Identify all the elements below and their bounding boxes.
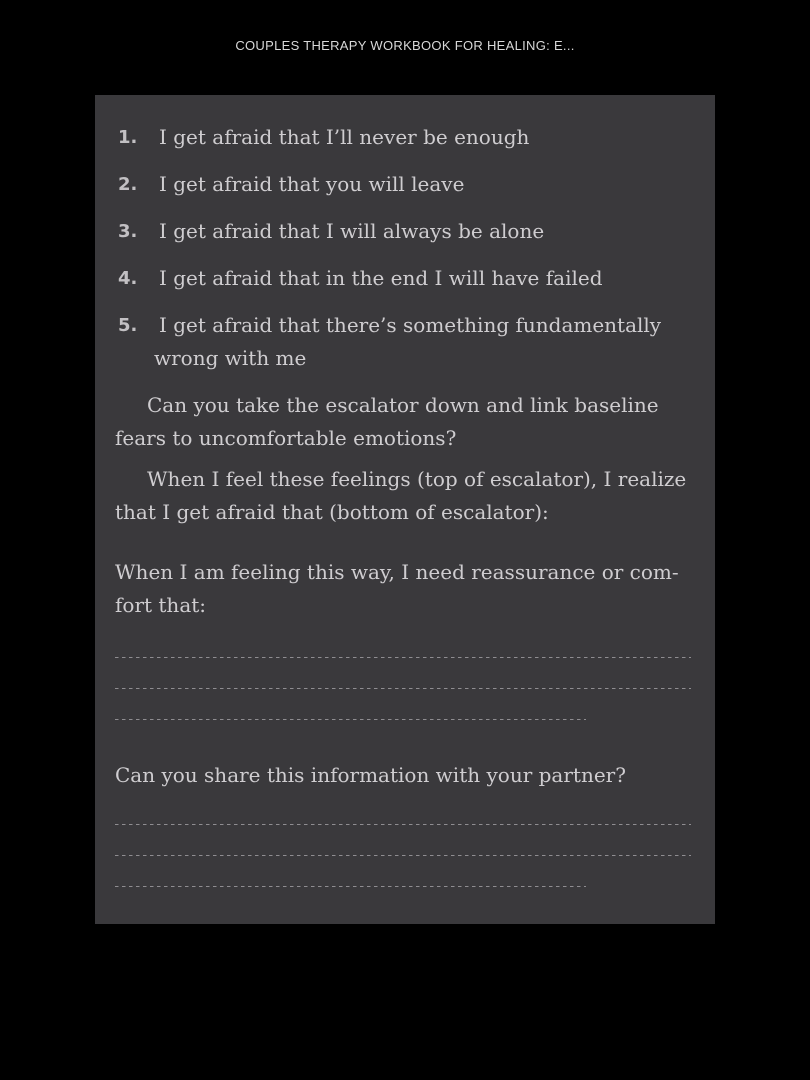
list-text: I get afraid that I will always be alone (159, 219, 545, 243)
list-text-continuation: wrong with me (154, 346, 307, 370)
answer-line (115, 868, 586, 899)
answer-line (115, 639, 691, 670)
answer-lines-share (115, 806, 695, 899)
prompt-reassurance: When I am feeling this way, I need reassurance or com-fort that: (115, 560, 679, 617)
list-text-line: I get afraid that there’s something fundamentally (159, 313, 662, 337)
answer-line (115, 670, 691, 701)
list-number: 4. (118, 268, 138, 289)
reader-page (95, 95, 715, 924)
book-title: COUPLES THERAPY WORKBOOK FOR HEALING: E... (235, 38, 575, 53)
list-number: 1. (118, 127, 138, 148)
answer-line (115, 806, 691, 837)
list-number: 2. (118, 174, 138, 195)
fears-list (115, 121, 695, 375)
list-item (115, 121, 695, 154)
answer-line (115, 701, 586, 732)
prompt-share: Can you share this information with your partner? (115, 763, 626, 787)
answer-line (115, 837, 691, 868)
paragraph-escalator-statement: When I feel these feelings (top of escalator), I realize that I get afraid that (bottom of escalator): (115, 467, 687, 524)
list-number: 3. (118, 221, 138, 242)
list-item (115, 215, 695, 248)
list-number: 5. (118, 315, 138, 336)
list-text: I get afraid that in the end I will have failed (159, 266, 603, 290)
list-text: I get afraid that you will leave (159, 172, 465, 196)
list-item (115, 309, 695, 375)
list-text: I get afraid that I’ll never be enough (159, 125, 530, 149)
paragraph-escalator-question: Can you take the escalator down and link baseline fears to uncomfortable emotions? (115, 393, 659, 450)
list-item (115, 168, 695, 201)
list-item (115, 262, 695, 295)
list-text (154, 309, 695, 375)
answer-lines-reassurance (115, 639, 695, 732)
